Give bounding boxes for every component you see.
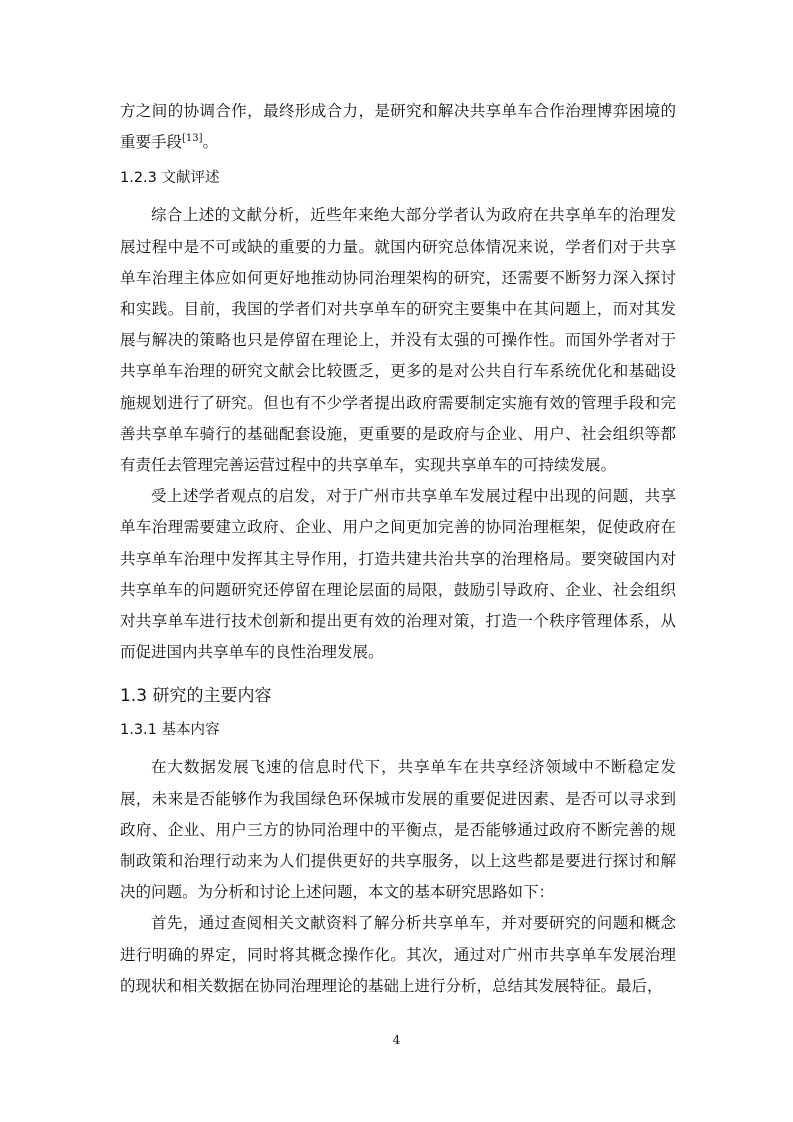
paragraph-continued [120, 96, 676, 158]
section-heading-1-3: 1.3 研究的主要内容 [120, 686, 272, 707]
paragraph-basic-content: 在大数据发展飞速的信息时代下，共享单车在共享经济领域中不断稳定发展，未来是否能够作为我国绿色环保城市发展的重要促进因素、是否可以寻求到政府、企业、用户三方的协同治理中的平衡点，是否能够通过政府不断完善的规制政策和治理行动来为人们提供更好的共享服务，以上这些都是要进行探讨和解决的问题。为分析和讨论上述问题，本文的基本研究思路如下： [120, 758, 676, 902]
paragraph-research-approach: 首先，通过查阅相关文献资料了解分析共享单车，并对要研究的问题和概念进行明确的界定，同时将其概念操作化。其次，通过对广州市共享单车发展治理的现状和相关数据在协同治理理论的基础上进行分析，总结其发展特征。最后， [120, 914, 676, 995]
paragraph-end: 。 [202, 133, 219, 152]
document-body [120, 96, 676, 1002]
paragraph-text: 方之间的协调合作，最终形成合力，是研究和解决共享单车合作治理博弈困境的重要手段 [120, 102, 676, 152]
section-heading-1-2-3: 1.2.3 文献评述 [120, 170, 220, 187]
section-heading-1-3-1: 1.3.1 基本内容 [120, 722, 220, 739]
paragraph-inspiration: 受上述学者观点的启发，对于广州市共享单车发展过程中出现的问题，共享单车治理需要建立政府、企业、用户之间更加完善的协同治理框架，促使政府在共享单车治理中发挥其主导作用，打造共建共治共享的治理格局。要突破国内对共享单车的问题研究还停留在理论层面的局限，鼓励引导政府、企业、社会组织对共享单车进行技术创新和提出更有效的治理对策，打造一个秩序管理体系，从而促进国内共享单车的良性治理发展。 [120, 487, 676, 662]
citation-reference[interactable]: [13] [182, 133, 203, 145]
paragraph-literature-review: 综合上述的文献分析，近些年来绝大部分学者认为政府在共享单车的治理发展过程中是不可或缺的重要的力量。就国内研究总体情况来说，学者们对于共享单车治理主体应如何更好地推动协同治理架构的研究，还需要不断努力深入探讨和实践。目前，我国的学者们对共享单车的研究主要集中在其问题上，而对其发展与解决的策略也只是停留在理论上，并没有太强的可操作性。而国外学者对于共享单车治理的研究文献会比较匮乏，更多的是对公共自行车系统优化和基础设施规划进行了研究。但也有不少学者提出政府需要制定实施有效的管理手段和完善共享单车骑行的基础配套设施，更重要的是政府与企业、用户、社会组织等都有责任去管理完善运营过程中的共享单车，实现共享单车的可持续发展。 [120, 206, 676, 475]
page-number: 4 [392, 1033, 401, 1047]
